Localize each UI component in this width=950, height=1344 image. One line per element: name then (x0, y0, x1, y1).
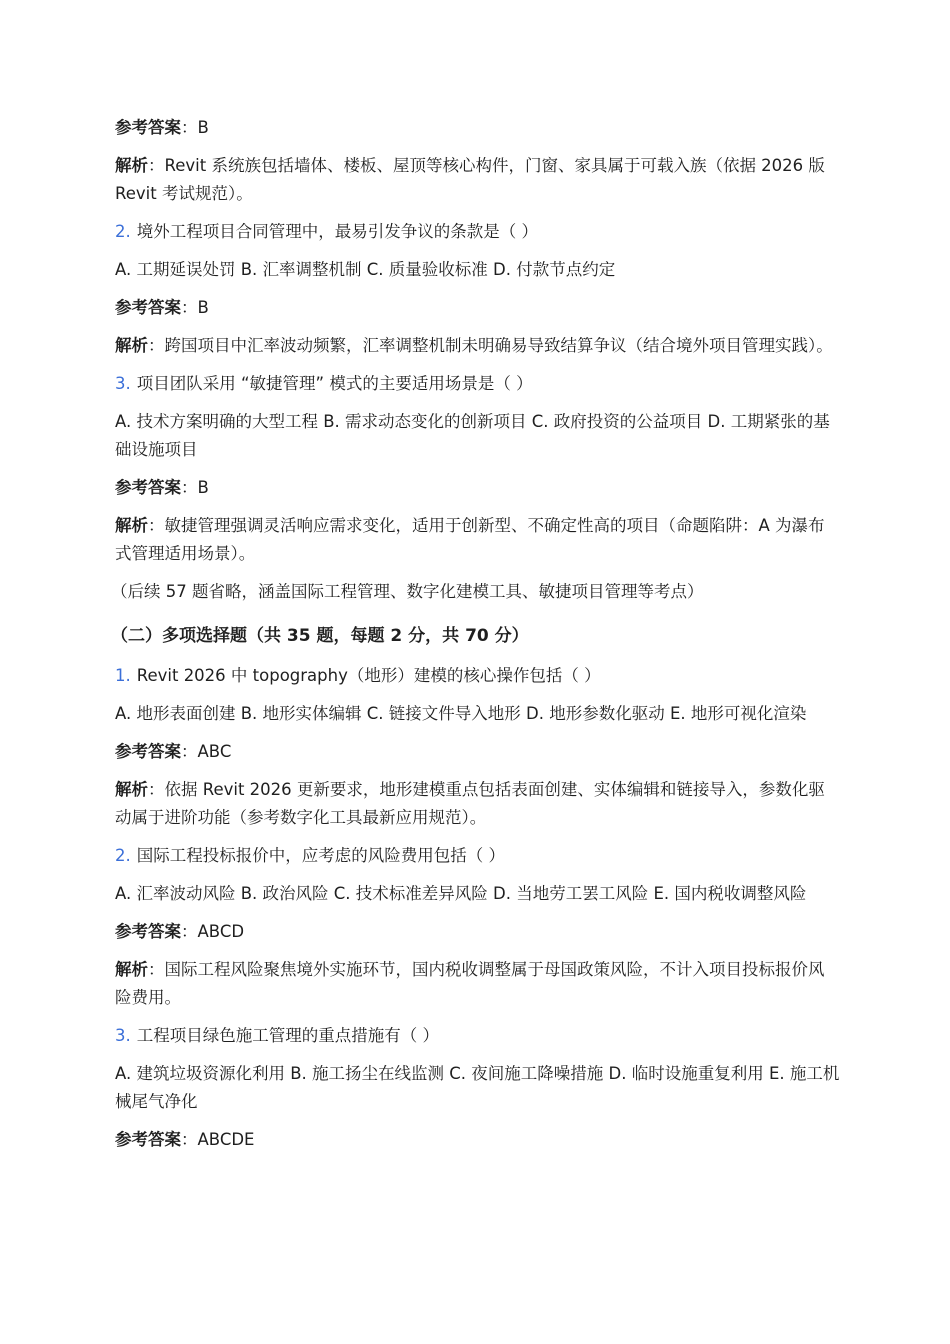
analysis-line: 解析：Revit 系统族包括墙体、楼板、屋顶等核心构件，门窗、家具属于可载入族（依据 2026 版 Revit 考试规范）。 (115, 156, 825, 203)
question-number: 3. (115, 374, 131, 393)
question-line (115, 662, 840, 690)
question-line (115, 1022, 840, 1050)
answer-line: 参考答案：B (115, 478, 209, 497)
question-text: 工程项目绿色施工管理的重点措施有（ ） (136, 1026, 439, 1045)
section-title: （二）多项选择题（共 35 题，每题 2 分，共 70 分） (111, 626, 529, 646)
omitted-note: （后续 57 题省略，涵盖国际工程管理、数字化建模工具、敏捷项目管理等考点） (111, 582, 704, 601)
options-line: A. 建筑垃圾资源化利用 B. 施工扬尘在线监测 C. 夜间施工降噪措施 D. 临时设施重复利用 E. 施工机械尾气净化 (115, 1064, 840, 1111)
answer-line: 参考答案：ABC (115, 742, 232, 761)
question-number: 2. (115, 846, 131, 865)
question-number: 2. (115, 222, 131, 241)
answer-line: 参考答案：ABCD (115, 922, 245, 941)
question-text: Revit 2026 中 topography（地形）建模的核心操作包括（ ） (136, 666, 601, 685)
question-text: 境外工程项目合同管理中，最易引发争议的条款是（ ） (136, 222, 538, 241)
question-line (115, 218, 840, 246)
options-line: A. 地形表面创建 B. 地形实体编辑 C. 链接文件导入地形 D. 地形参数化驱动 E. 地形可视化渲染 (115, 704, 807, 723)
question-line (115, 842, 840, 870)
question-number: 3. (115, 1026, 131, 1045)
answer-line: 参考答案：B (115, 118, 209, 137)
analysis-line: 解析：跨国项目中汇率波动频繁，汇率调整机制未明确易导致结算争议（结合境外项目管理实践）。 (115, 336, 833, 355)
question-text: 国际工程投标报价中，应考虑的风险费用包括（ ） (136, 846, 505, 865)
options-line: A. 汇率波动风险 B. 政治风险 C. 技术标准差异风险 D. 当地劳工罢工风险 E. 国内税收调整风险 (115, 884, 807, 903)
question-number: 1. (115, 666, 131, 685)
answer-line: 参考答案：B (115, 298, 209, 317)
analysis-line: 解析：敏捷管理强调灵活响应需求变化，适用于创新型、不确定性高的项目（命题陷阱：A 为瀑布式管理适用场景）。 (115, 516, 825, 563)
options-line: A. 技术方案明确的大型工程 B. 需求动态变化的创新项目 C. 政府投资的公益项目 D. 工期紧张的基础设施项目 (115, 412, 830, 459)
options-line: A. 工期延误处罚 B. 汇率调整机制 C. 质量验收标准 D. 付款节点约定 (115, 260, 616, 279)
question-line (115, 370, 840, 398)
question-text: 项目团队采用 “敏捷管理” 模式的主要适用场景是（ ） (136, 374, 533, 393)
analysis-line: 解析：国际工程风险聚焦境外实施环节，国内税收调整属于母国政策风险，不计入项目投标报价风险费用。 (115, 960, 825, 1007)
answer-line: 参考答案：ABCDE (115, 1130, 255, 1149)
document-content (111, 114, 840, 1164)
analysis-line: 解析：依据 Revit 2026 更新要求，地形建模重点包括表面创建、实体编辑和链接导入，参数化驱动属于进阶功能（参考数字化工具最新应用规范）。 (115, 780, 825, 827)
